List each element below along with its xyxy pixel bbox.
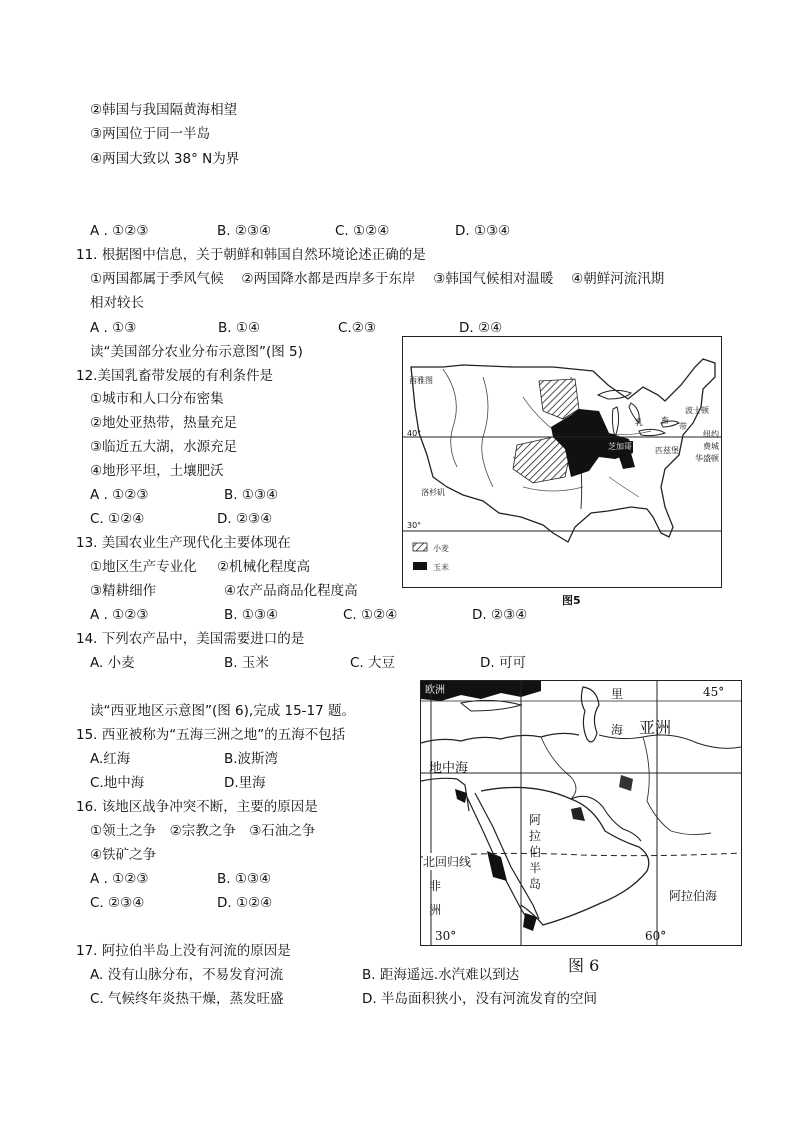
q13-item-4: ④农产品商品化程度高	[224, 583, 358, 599]
label-dairy-1: 乳	[635, 418, 643, 427]
q13-stem: 13. 美国农业生产现代化主要体现在	[76, 535, 291, 551]
q13-option-d: D. ②③④	[472, 607, 528, 623]
label-lat-45: 45°	[703, 685, 725, 699]
q12-item-4: ④地形平坦，土壤肥沃	[90, 463, 224, 479]
q11-items-line2: 相对较长	[90, 295, 144, 311]
q16-stem: 16. 该地区战争冲突不断，主要的原因是	[76, 799, 318, 815]
label-tropic-of-cancer: 北回归线	[423, 855, 472, 869]
q11-option-d: D. ②④	[459, 320, 503, 336]
q17-option-b: B. 距海遥远.水汽难以到达	[362, 967, 520, 983]
q10-option-c: C. ①②④	[335, 223, 390, 239]
q12-option-c: C. ①②④	[90, 511, 145, 527]
q12-stem: 12.美国乳畜带发展的有利条件是	[76, 368, 273, 384]
map5-intro: 读“美国部分农业分布示意图”(图 5)	[90, 344, 303, 360]
q12-item-2: ②地处亚热带，热量充足	[90, 415, 238, 431]
q14-stem: 14. 下列农产品中，美国需要进口的是	[76, 631, 305, 647]
q12-option-b: B. ①③④	[224, 487, 279, 503]
q15-stem: 15. 西亚被称为“五海三洲之地”的五海不包括	[76, 727, 346, 743]
q10-option-d: D. ①③④	[455, 223, 511, 239]
q10-item-2: ②韩国与我国隔黄海相望	[90, 102, 238, 118]
label-lon-30: 30°	[435, 929, 457, 943]
label-caspian-1: 里	[611, 687, 624, 701]
label-arabia-2: 拉	[529, 829, 542, 843]
q17-stem: 17. 阿拉伯半岛上没有河流的原因是	[76, 943, 291, 959]
q12-option-a: A . ①②③	[90, 487, 149, 503]
label-dairy-3: 带	[679, 422, 687, 431]
label-asia: 亚洲	[639, 718, 672, 737]
legend-wheat-label: 小麦	[433, 544, 449, 553]
label-los-angeles: 洛杉矶	[421, 488, 445, 497]
q11-option-b: B. ①④	[218, 320, 261, 336]
label-philadelphia: 费城	[703, 442, 719, 451]
label-boston: 波士顿	[685, 406, 709, 415]
label-europe: 欧洲	[425, 685, 445, 696]
label-mediterranean: 地中海	[429, 761, 469, 776]
q10-item-3: ③两国位于同一半岛	[90, 126, 211, 142]
q11-option-a: A . ①③	[90, 320, 137, 336]
q10-item-4: ④两国大致以 38° N为界	[90, 151, 240, 167]
q15-option-a: A.红海	[90, 751, 131, 767]
q16-option-a: A . ①②③	[90, 871, 149, 887]
q16-option-b: B. ①③④	[217, 871, 272, 887]
q17-option-a: A. 没有山脉分布，不易发育河流	[90, 967, 284, 983]
lat-30-label: 30°	[407, 521, 422, 530]
q11-items-line1: ①两国都属于季风气候 ②两国降水都是西岸多于东岸 ③韩国气候相对温暖 ④朝鲜河流汛期	[90, 271, 665, 287]
legend-corn-label: 玉米	[433, 563, 449, 572]
q14-option-c: C. 大豆	[350, 655, 396, 671]
q14-option-a: A. 小麦	[90, 655, 135, 671]
q13-option-b: B. ①③④	[224, 607, 279, 623]
q13-item-2: ②机械化程度高	[217, 559, 311, 575]
q11-option-c: C.②③	[338, 320, 376, 336]
q16-option-d: D. ①②④	[217, 895, 273, 911]
q12-item-1: ①城市和人口分布密集	[90, 391, 224, 407]
figure-6-caption: 图 6	[568, 956, 600, 975]
q12-item-3: ③临近五大湖，水源充足	[90, 439, 238, 455]
q15-option-c: C.地中海	[90, 775, 145, 791]
map6-intro: 读“西亚地区示意图”(图 6),完成 15-17 题。	[90, 703, 356, 719]
q16-option-c: C. ②③④	[90, 895, 145, 911]
q13-option-a: A . ①②③	[90, 607, 149, 623]
q11-stem: 11. 根据图中信息，关于朝鲜和韩国自然环境论述正确的是	[76, 247, 426, 263]
q12-option-d: D. ②③④	[217, 511, 273, 527]
q16-items-line1: ①领土之争 ②宗教之争 ③石油之争	[90, 823, 316, 839]
q13-option-c: C. ①②④	[343, 607, 398, 623]
west-asia-map-drawing	[421, 681, 741, 945]
label-africa-1: 非	[429, 879, 442, 893]
legend-corn-swatch	[413, 562, 427, 570]
q10-option-a: A . ①②③	[90, 223, 149, 239]
label-arabia-3: 伯	[529, 845, 542, 859]
label-arabia-4: 半	[529, 861, 542, 875]
label-lon-60: 60°	[645, 929, 667, 943]
legend-wheat-swatch	[413, 543, 427, 551]
label-arabia-1: 阿	[529, 813, 542, 827]
west-asia-map	[420, 680, 742, 946]
q17-option-c: C. 气候终年炎热干燥，蒸发旺盛	[90, 991, 284, 1007]
q13-item-1: ①地区生产专业化	[90, 559, 197, 575]
figure-5-caption: 图5	[562, 594, 581, 607]
label-africa-2: 洲	[429, 903, 442, 917]
q16-items-line2: ④铁矿之争	[90, 847, 157, 863]
q14-option-d: D. 可可	[480, 655, 526, 671]
q17-option-d: D. 半岛面积狭小，没有河流发育的空间	[362, 991, 597, 1007]
q15-option-d: D.里海	[224, 775, 266, 791]
q15-option-b: B.波斯湾	[224, 751, 279, 767]
label-pittsburgh: 匹兹堡	[655, 446, 679, 455]
usa-agriculture-map	[402, 336, 722, 588]
label-arabian-sea: 阿拉伯海	[669, 889, 718, 903]
q13-item-3: ③精耕细作	[90, 583, 157, 599]
label-dairy-2: 畜	[661, 416, 669, 425]
label-washington: 华盛顿	[695, 454, 719, 463]
label-chicago: 芝加哥	[608, 442, 632, 451]
q10-option-b: B. ②③④	[217, 223, 272, 239]
label-new-york: 纽约	[703, 430, 719, 439]
label-seattle: 西雅图	[409, 376, 433, 385]
q14-option-b: B. 玉米	[224, 655, 269, 671]
usa-map-drawing	[403, 337, 721, 587]
label-arabia-5: 岛	[529, 877, 542, 891]
lat-40-label: 40°	[407, 429, 422, 438]
label-caspian-2: 海	[611, 723, 624, 737]
